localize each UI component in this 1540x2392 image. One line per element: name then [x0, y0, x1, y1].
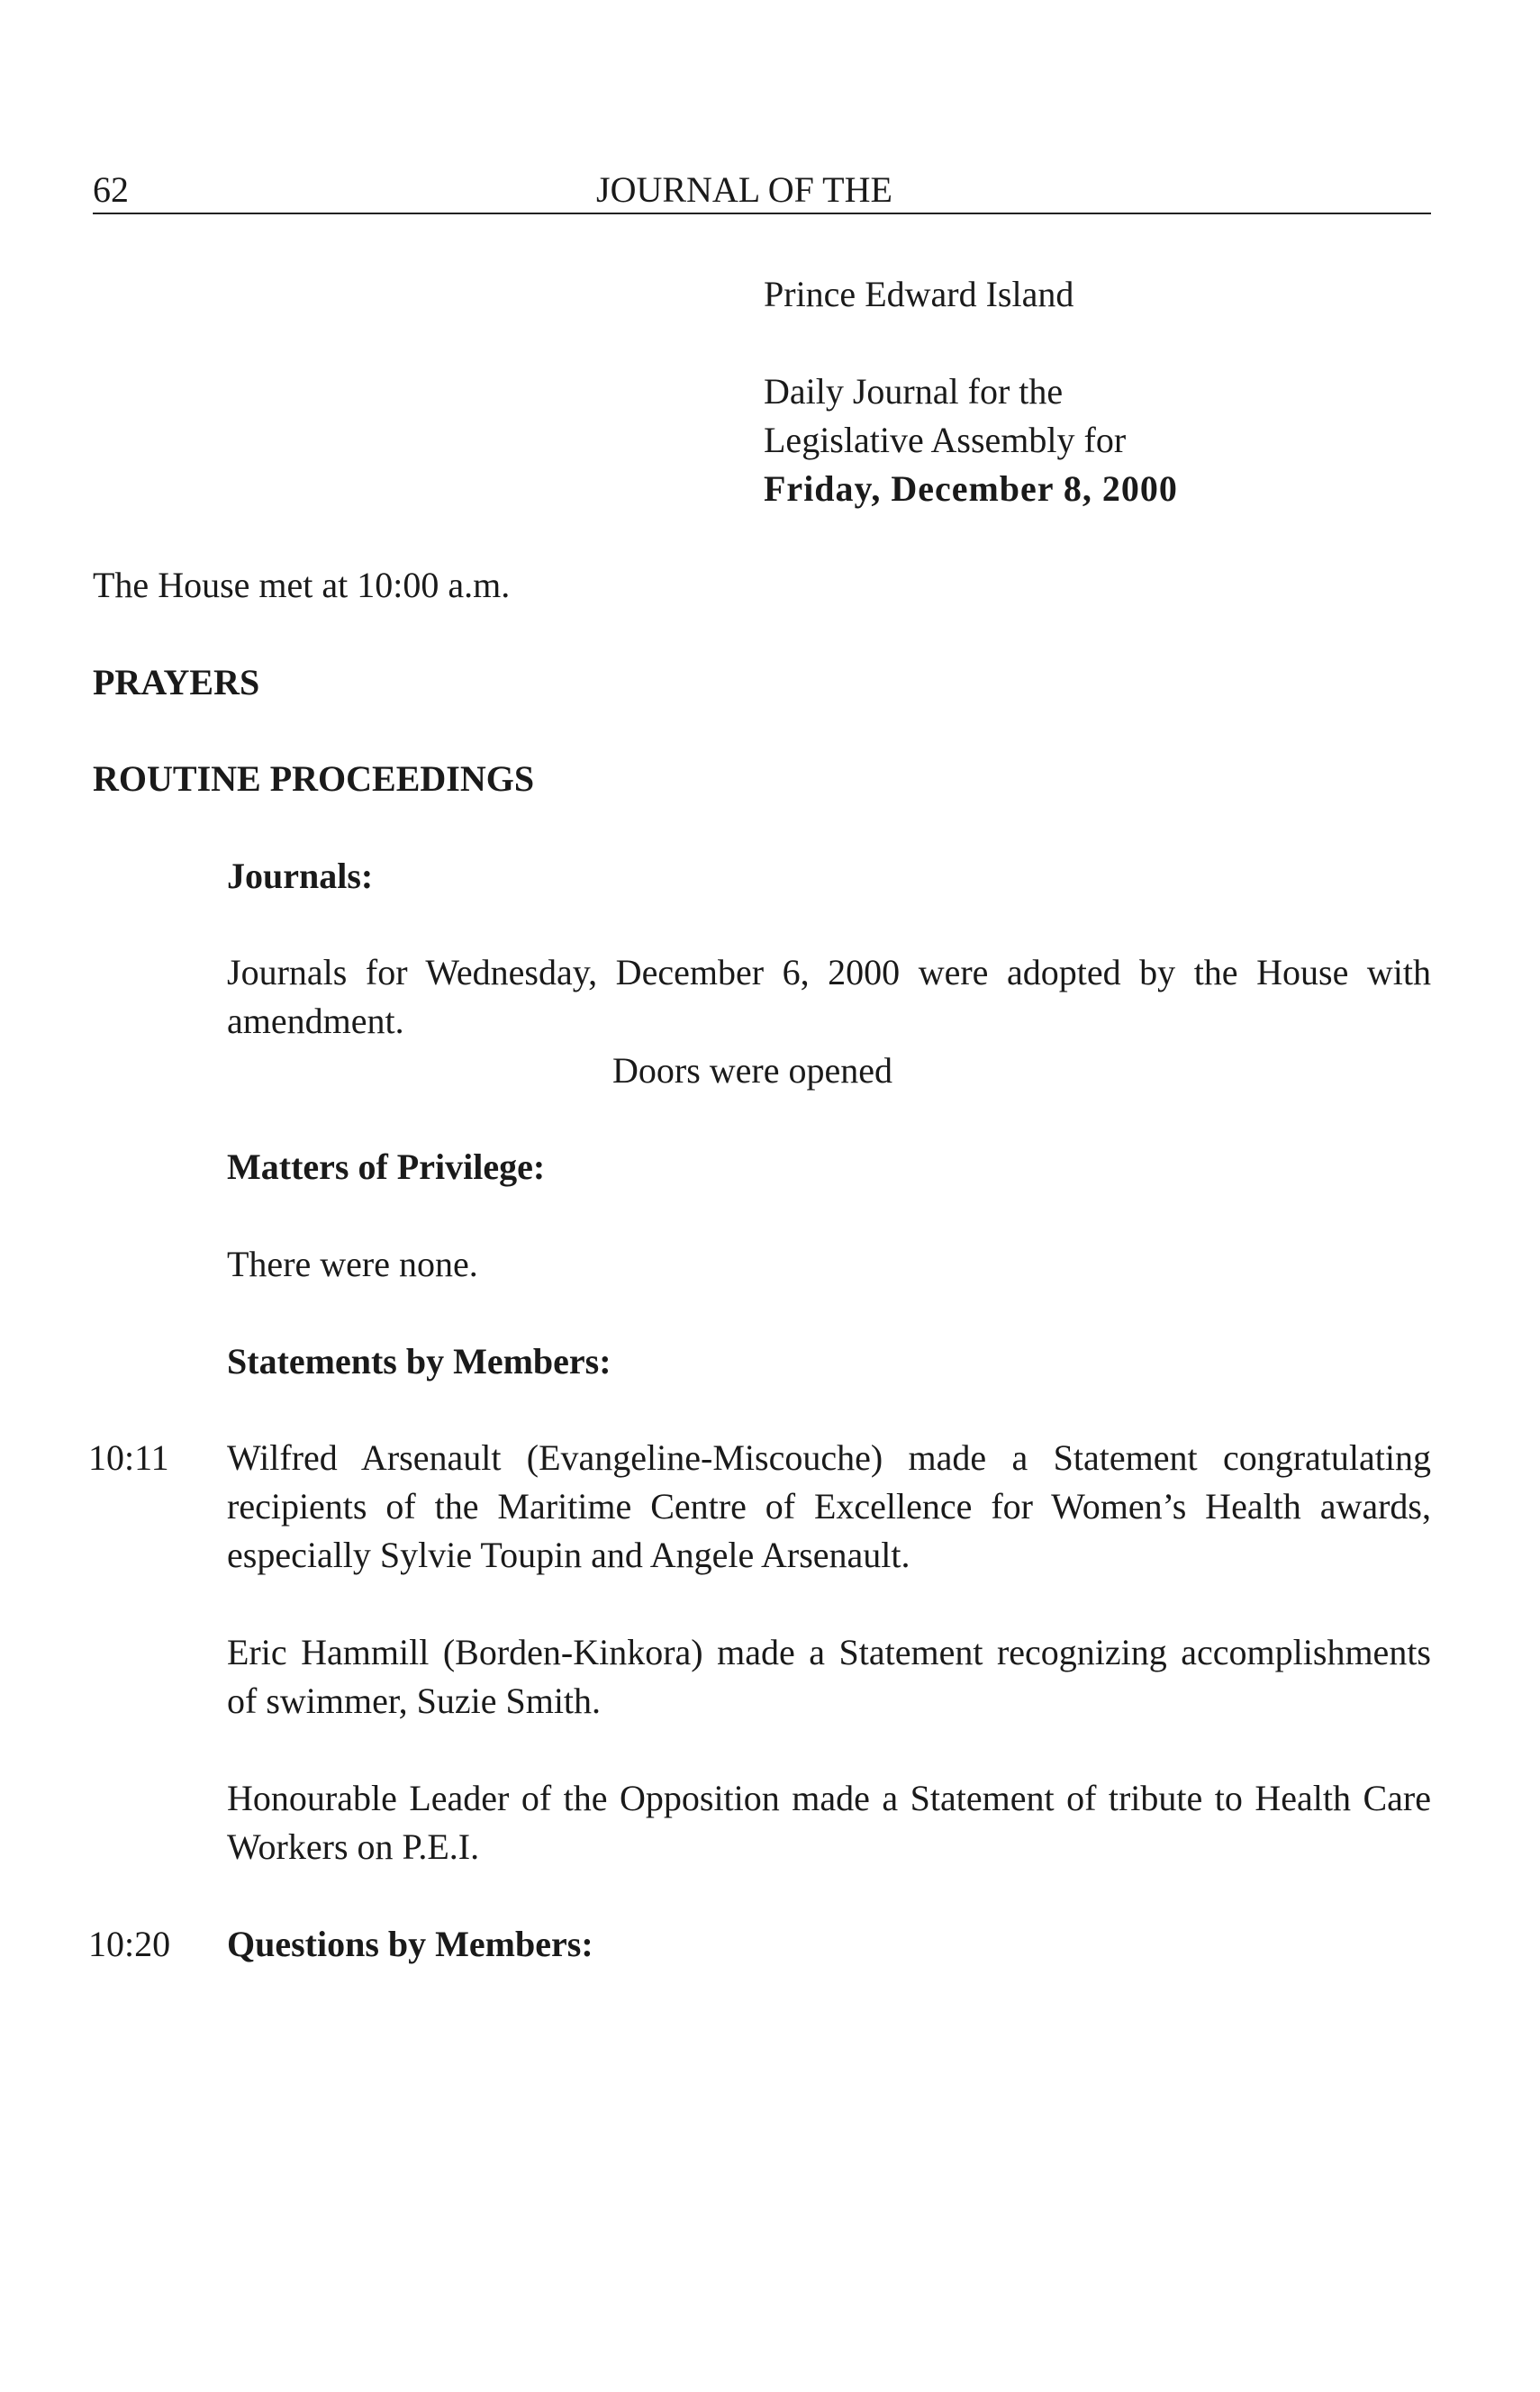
statement-item: Eric Hammill (Borden-Kinkora) made a Statement recognizing accomplishments of swimmer, Suzie Smith. [227, 1632, 1431, 1721]
page-number: 62 [93, 169, 129, 210]
statement-item: Wilfred Arsenault (Evangeline-Miscouche) made a Statement congratulating recipients of the Maritime Centre of Excellence for Women’s Health awards, especially Sylvie Toupin and Angele Arsenault. [227, 1437, 1431, 1575]
province-name: Prince Edward Island [764, 274, 1074, 314]
statement-item: Honourable Leader of the Opposition made a Statement of tribute to Health Care Workers on P.E.I. [227, 1778, 1431, 1867]
journal-date: Friday, December 8, 2000 [764, 468, 1178, 509]
privilege-text: There were none. [227, 1244, 478, 1284]
prayers-heading: PRAYERS [93, 662, 260, 702]
routine-proceedings-heading: ROUTINE PROCEEDINGS [93, 758, 535, 799]
journal-title-line1: Daily Journal for the [764, 371, 1064, 412]
doors-opened-text: Doors were opened [612, 1050, 892, 1091]
header-rule [93, 213, 1431, 214]
privilege-heading: Matters of Privilege: [227, 1146, 546, 1187]
questions-time: 10:20 [88, 1924, 171, 1964]
statement-time: 10:11 [88, 1437, 169, 1478]
running-title: JOURNAL OF THE [596, 169, 892, 210]
journals-text: Journals for Wednesday, December 6, 2000 were adopted by the House with amendment. [227, 952, 1431, 1041]
questions-heading: Questions by Members: [227, 1924, 593, 1964]
journals-heading: Journals: [227, 856, 374, 896]
journal-title-line2: Legislative Assembly for [764, 420, 1127, 460]
statements-heading: Statements by Members: [227, 1341, 611, 1382]
house-met-text: The House met at 10:00 a.m. [93, 565, 511, 605]
